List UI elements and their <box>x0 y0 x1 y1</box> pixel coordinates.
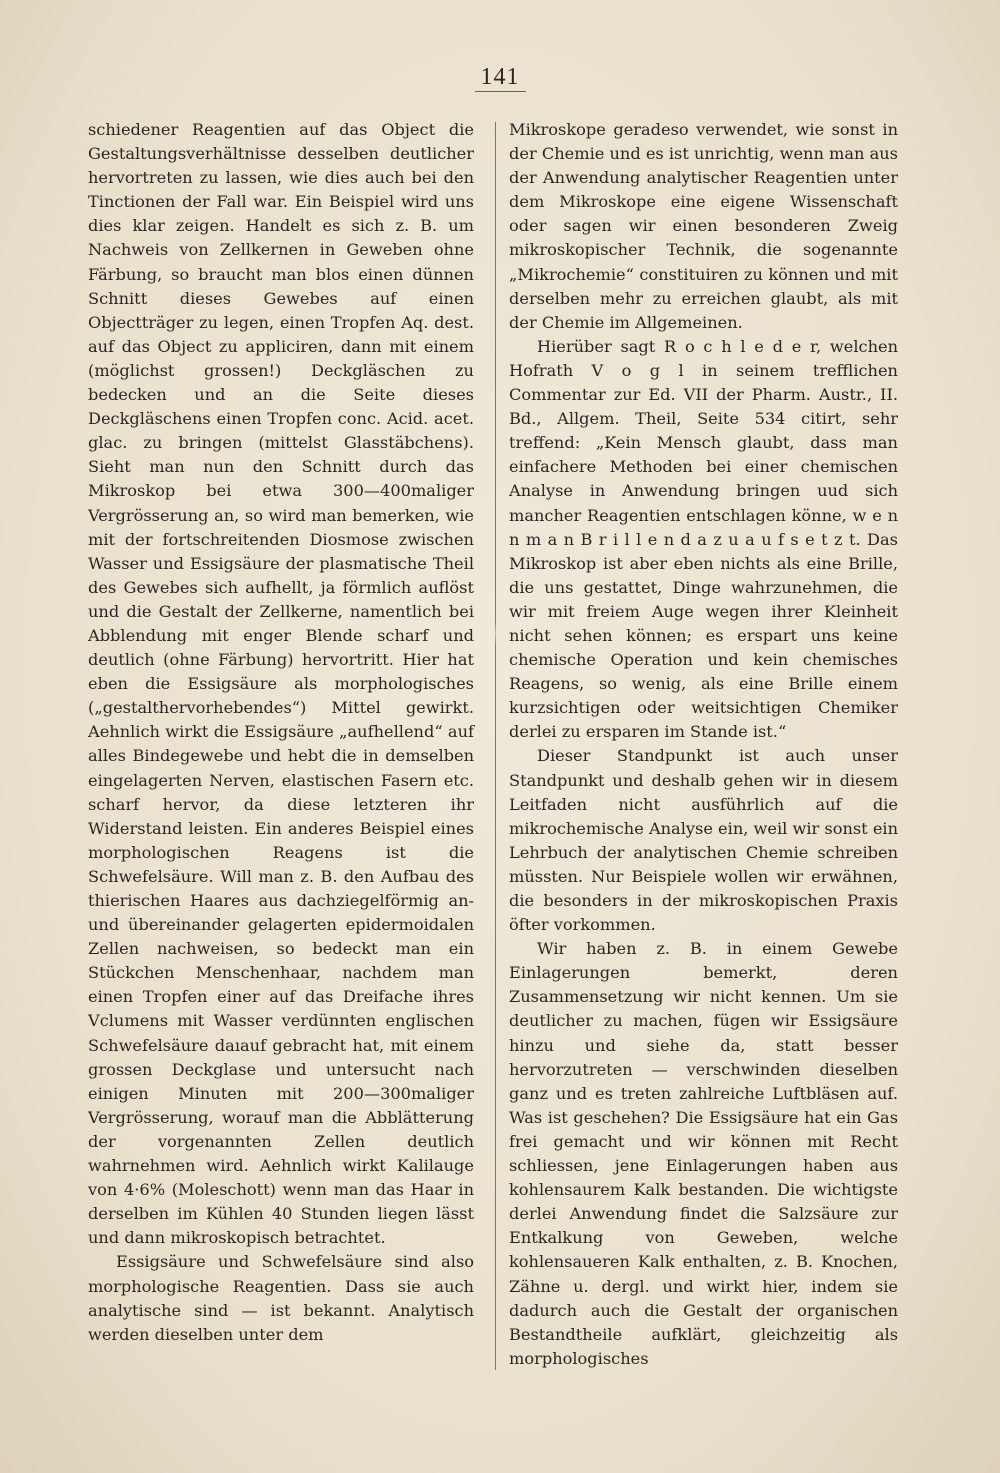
paragraph: Mikroskope geradeso verwendet, wie sonst in der Chemie und es ist unrichtig, wenn man aus der Anwendung analytischer Reagentien unter dem Mikroskope eine eigene Wissenschaft oder sagen wir einen besonderen Zweig mikroskopischer Technik, die sogenannte „Mikrochemie“ constituiren zu können und mit derselben mehr zu erreichen glaubt, als mit der Chemie im Allgemeinen. <box>509 120 898 332</box>
paragraph: Wir haben z. B. in einem Gewebe Einlagerungen bemerkt, deren Zusammensetzung wir nicht kennen. Um sie deutlicher zu machen, fügen wir Essigsäure hinzu und siehe da, statt besser hervorzutreten — verschwinden dieselben ganz und es treten zahlreiche Luftbläsen auf. Was ist geschehen? Die Essigsäure hat ein Gas frei gemacht und wir können mit Recht schliessen, jene Einlagerungen haben aus kohlensaurem Kalk bestanden. Die wichtigste derlei Anwendung findet die Salzsäure zur Entkalkung von Geweben, welche kohlensaueren Kalk enthalten, z. B. Knochen, Zähne u. dergl. und wirkt hier, indem sie dadurch auch die Gestalt der organischen Bestandtheile aufklärt, gleichzeitig als morphologisches <box>509 939 898 1368</box>
right-column <box>509 118 898 1371</box>
page-number <box>0 64 1000 91</box>
page-number-text: 141 <box>475 64 526 92</box>
left-column <box>88 118 474 1347</box>
paragraph: Essigsäure und Schwefelsäure sind also morphologische Reagentien. Dass sie auch analytische sind — ist bekannt. Analytisch werden dieselben unter dem <box>88 1252 474 1344</box>
paragraph: schiedener Reagentien auf das Object die Gestaltungsverhältnisse desselben deutlicher hervortreten zu lassen, wie dies auch bei den Tinctionen der Fall war. Ein Beispiel wird uns dies klar zeigen. Handelt es sich z. B. um Nachweis von Zellkernen in Geweben ohne Färbung, so braucht man blos einen dünnen Schnitt dieses Gewebes auf einen Objectträger zu legen, einen Tropfen Aq. dest. auf das Object zu appliciren, dann mit einem (möglichst grossen!) Deckgläschen zu bedecken und an die Seite dieses Deckgläschens einen Tropfen conc. Acid. acet. glac. zu bringen (mittelst Glasstäbchens). Sieht man nun den Schnitt durch das Mikroskop bei etwa 300—400maliger Vergrösserung an, so wird man bemerken, wie mit der fortschreitenden Diosmose zwischen Wasser und Essigsäure der plasmatische Theil des Gewebes sich aufhellt, ja förmlich auflöst und die Gestalt der Zellkerne, namentlich bei Abblendung mit enger Blende scharf und deutlich (ohne Färbung) hervortritt. Hier hat eben die Essigsäure als morphologisches („gestalthervorhebendes“) Mittel gewirkt. Aehnlich wirkt die Essigsäure „aufhellend“ auf alles Bindegewebe und hebt die in demselben eingelagerten Nerven, elastischen Fasern etc. scharf hervor, da diese letzteren ihr Widerstand leisten. Ein anderes Beispiel eines morphologischen Reagens ist die Schwefelsäure. Will man z. B. den Aufbau des thierischen Haares aus dachziegelförmig an- und übereinander gelagerten epidermoidalen Zellen nachweisen, so bedeckt man ein Stückchen Menschenhaar, nachdem man einen Tropfen einer auf das Dreifache ihres Vclumens mit Wasser verdünnten englischen Schwefelsäure daıauf gebracht hat, mit einem grossen Deckglase und untersucht nach einigen Minuten mit 200—300maliger Vergrösserung, worauf man die Abblätterung der vorgenannten Zellen deutlich wahrnehmen wird. Aehnlich wirkt Kalilauge von 4·6% (Moleschott) wenn man das Haar in derselben im Kühlen 40 Stunden liegen lässt und dann mikroskopisch betrachtet. <box>88 120 474 1248</box>
paragraph: Dieser Standpunkt ist auch unser Standpunkt und deshalb gehen wir in diesem Leitfaden nicht ausführlich auf die mikrochemische Analyse ein, weil wir sonst ein Lehrbuch der analytischen Chemie schreiben müssten. Nur Beispiele wollen wir erwähnen, die besonders in der mikroskopischen Praxis öfter vorkommen. <box>509 746 899 935</box>
paragraph: Hierüber sagt R o c h l e d e r, welchen Hofrath V o g l in seinem trefflichen Commentar zur Ed. VII der Pharm. Austr., II. Bd., Allgem. Theil, Seite 534 citirt, sehr treffend: „Kein Mensch glaubt, dass man einfachere Methoden bei einer chemischen Analyse in Anwendung bringen uud sich mancher Reagentien entschlagen könne, w e n n m a n B r i l l e n d a z u a u f s e t z t. Das Mikroskop ist aber eben nichts als eine Brille, die uns gestattet, Dinge wahrzunehmen, die wir mit freiem Auge wegen ihrer Kleinheit nicht sehen können; es erspart uns keine chemische Operation und kein chemisches Reagens, so wenig, als eine Brille einem kurzsichtigen oder weitsichtigen Chemiker derlei zu ersparen im Stande ist.“ <box>509 336 898 742</box>
column-divider <box>495 122 496 1370</box>
